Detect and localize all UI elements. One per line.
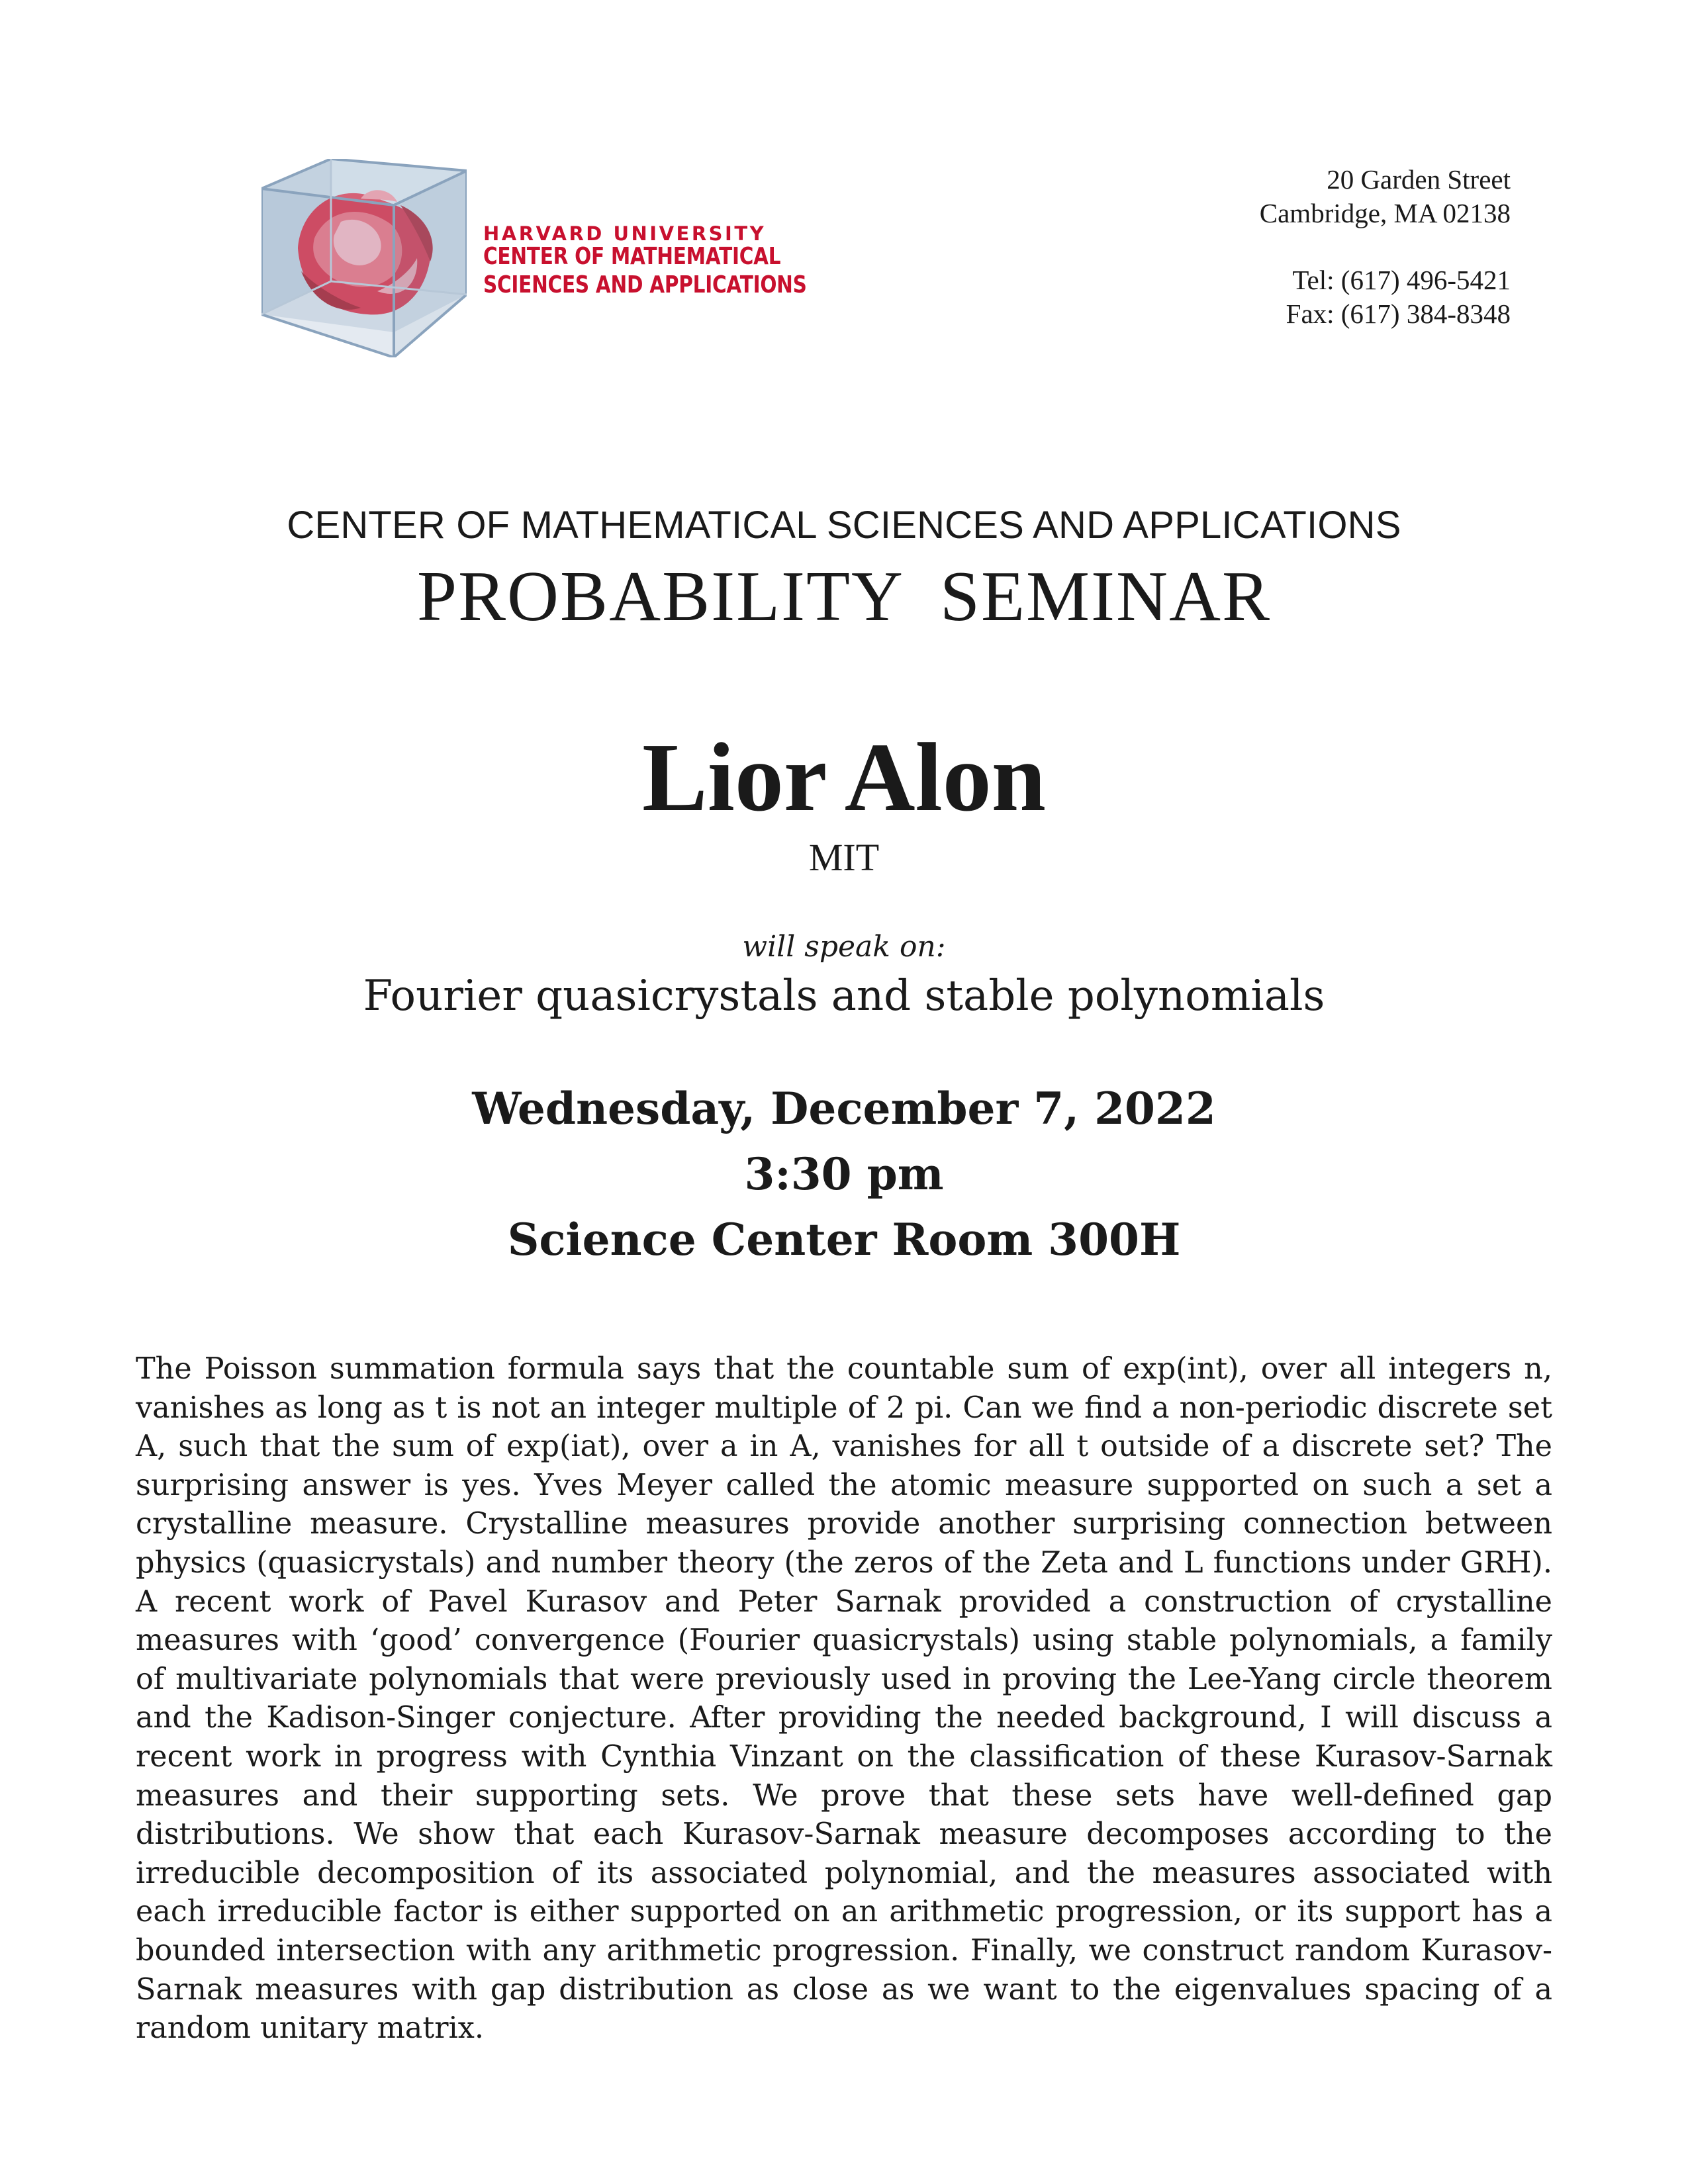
logo-university: HARVARD UNIVERSITY bbox=[483, 222, 767, 245]
cmsa-logo bbox=[261, 159, 807, 357]
address-fax: Fax: (617) 384-8348 bbox=[1286, 298, 1511, 329]
cube-logo-icon bbox=[261, 159, 467, 357]
organization-heading: CENTER OF MATHEMATICAL SCIENCES AND APPLICATIONS bbox=[287, 504, 1401, 547]
contact-address bbox=[1260, 163, 1511, 331]
speaker-name: Lior Alon bbox=[642, 723, 1046, 832]
event-date: Wednesday, December 7, 2022 bbox=[472, 1083, 1216, 1134]
logo-wordmark bbox=[483, 224, 878, 298]
speaker-affiliation: MIT bbox=[808, 836, 880, 879]
talk-title: Fourier quasicrystals and stable polynomials bbox=[363, 972, 1325, 1021]
event-time: 3:30 pm bbox=[744, 1148, 944, 1200]
talk-abstract: The Poisson summation formula says that the countable sum of exp(int), over all integers n, vanishes as long as t is not an integer multiple of 2 pi. Can we find a non-periodic discrete set A, such that the sum of exp(iat), over a in A, vanishes for all t outside of a discrete set? The surprising answer is yes. Yves Meyer called the atomic measure supported on such a set a crystalline measure. Crystalline measures provide another surprising connection between physics (quasicrystals) and number theory (the zeros of the Zeta and L functions under GRH). A recent work of Pavel Kurasov and Peter Sarnak provided a construction of crystalline measures with ‘good’ convergence (Fourier quasicrystals) using stable polynomials, a family of multivariate polynomials that were previously used in proving the Lee-Yang circle theorem and the Kadison-Singer conjecture. After providing the needed background, I will discuss a recent work in progress with Cynthia Vinzant on the classification of these Kurasov-Sarnak measures and their supporting sets. We prove that these sets have well-defined gap distributions. We show that each Kurasov-Sarnak measure decomposes according to the irreducible decomposition of its associated polynomial, and the measures associated with each irreducible factor is either supported on an arithmetic progression, or its support has a bounded intersection with any arithmetic progression. Finally, we construct random Kurasov-Sarnak measures with gap distribution as close as we want to the eigenvalues spacing of a random unitary matrix. bbox=[136, 1352, 1552, 2046]
logo-sciences: SCIENCES AND APPLICATIONS bbox=[483, 271, 807, 299]
address-tel: Tel: (617) 496-5421 bbox=[1292, 265, 1511, 295]
logo-center: CENTER OF MATHEMATICAL bbox=[483, 243, 781, 271]
address-city: Cambridge, MA 02138 bbox=[1259, 198, 1511, 228]
talk-intro: will speak on: bbox=[742, 930, 946, 964]
address-street: 20 Garden Street bbox=[1327, 164, 1511, 195]
seminar-title: PROBABILITY SEMINAR bbox=[416, 557, 1272, 636]
event-location: Science Center Room 300H bbox=[507, 1214, 1181, 1265]
